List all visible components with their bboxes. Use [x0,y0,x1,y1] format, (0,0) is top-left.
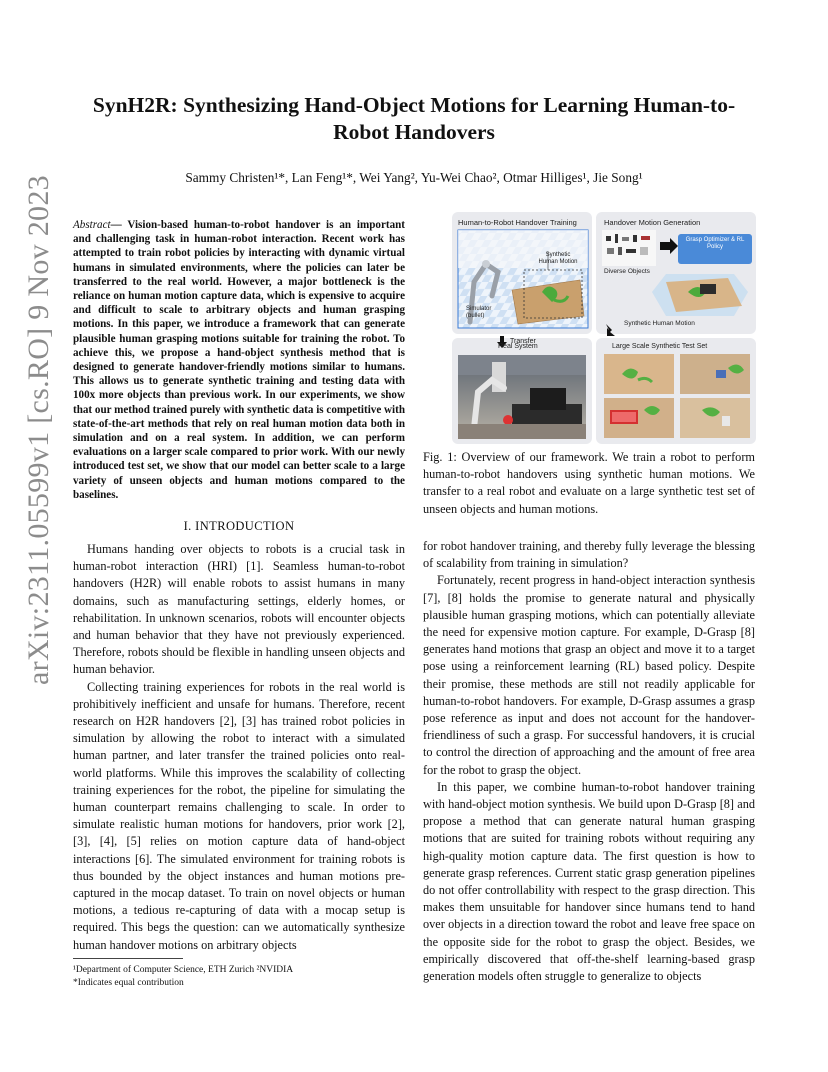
label-diverse-objects: Diverse Objects [604,268,650,275]
paragraph: Fortunately, recent progress in hand-object interaction synthesis [7], [8] holds the promise to generate natural and physically plausible human grasping motions, which can potentially alleviate the need for expensive motion capture. For example, D-Grasp [8] generates hand motions that grasp an object and move it to a target pose using a reinforcement learning (RL) based policy. Despite their promise, these methods are still not readily applicable for human-to-robot handovers. For example, D-Grasp assumes a grasp pose reference as input and does not account for the handover-friendliness of such a grasp. For successful handovers, it is crucial to control the direction of approaching and the amount of free area for the robot to grasp the object. [423,573,755,777]
footnotes [73,964,405,990]
paragraph: Humans handing over objects to robots is a crucial task in human-robot interaction (HRI) [1]. Seamless human-to-robot handovers (H2R) will enable robots to assist humans in many domains, such as manufacturing settings, elderly homes, or rehabilitation. In unknown scenarios, robots will encounter objects and human behavior that they have not previously experienced. Therefore, robots should be flexible in handling unseen objects and human behavior. [73,542,405,677]
figure-overview [452,212,756,444]
arxiv-identifier[interactable]: arXiv:2311.05599v1 [cs.RO] 9 Nov 2023 [22,175,55,685]
panel-label-generation: Handover Motion Generation [604,218,701,227]
footnote-rule [73,958,183,959]
footnote-affiliations: ¹Department of Computer Science, ETH Zurich ²NVIDIA [73,965,294,975]
section-heading: I. INTRODUCTION [183,519,295,533]
abstract [73,218,405,502]
abstract-lead: Abstract [73,219,111,231]
paragraph: In this paper, we combine human-to-robot handover training with hand-object motion synthesis. We build upon D-Grasp [8] and propose a method that can generate natural human grasping motions that are suited for training robots without requiring any high-quality motion capture data. The first question is how to generate grasp references. Current static grasp generation pipelines do not offer controllability with respect to the grasp direction. This makes them unsuitable for handover since humans tend to hand over objects in a direction toward the robot and leave free space on the opposite side for the robot to grasp the object. Besides, we empirically discovered that off-the-shelf learning-based grasp generation models often struggle to generalize to objects [423,779,755,984]
label-transfer: Transfer [510,338,536,345]
panel-label-training: Human-to-Robot Handover Training [458,218,577,227]
author-list: Sammy Christen¹*, Lan Feng¹*, Wei Yang², Yu-Wei Chao², Otmar Hilliges¹, Jie Song¹ [185,170,643,185]
grasp-optimizer-box: Grasp Optimizer & RL Policy [680,234,750,261]
paper-title: SynH2R: Synthesizing Hand-Object Motions for Learning Human-to-Robot Handovers [92,93,736,144]
paragraph: for robot handover training, and thereby fully leverage the blessing of scalability from training in simulation? [423,539,755,571]
label-real-system: Real System [498,343,538,350]
right-column-body [423,538,755,985]
left-column-body [73,541,405,954]
paragraph: Collecting training experiences for robots in the real world is prohibitively inefficient and unsafe for humans. Therefore, recent research on H2R handovers [2], [3] has trained robot policies in simulation by allowing the robot to interact with a simulated human partner, and later transfer the trained policies onto real-world platforms. While this improves the scalability of collecting training experiences for the robot, the pipeline for simulating the human counterpart remains challenging to scale. In order to simulate realistic human motions for handovers, prior work [2], [3], [4], [5] relies on motion capture data of hand-object interactions [6]. The simulated environment for training robots is thus bounded by the object instances and human motions pre-captured in the mocap dataset. To train on novel objects or human motions, a tedious re-capturing of data with a mocap setup is required. This begs the question: can we automatically synthesize human handover motions on arbitrary objects [73,679,405,952]
figure-caption: Fig. 1: Overview of our framework. We train a robot to perform human-to-robot handovers using synthetic human motions. We transfer to a real robot and evaluate on a large synthetic test set of unseen objects and human motions. [423,450,755,516]
abstract-text: — Vision-based human-to-robot handover is an important and challenging task in human-robot interaction. Recent work has attempted to train robot policies by interacting with dynamic virtual humans in simulated environments, where the policies can later be transferred to the real world. However, a major bottleneck is the reliance on human motion capture data, which is expensive to acquire and difficult to scale to arbitrary objects and human grasping motions. In this paper, we introduce a framework that can generate plausible human grasping motions suitable for training the robot. To achieve this, we propose a hand-object synthesis method that is designed to generate handover-friendly motions similar to humans. This allows us to generate synthetic training and testing data with 100x more objects than previous work. In our experiments, we show that our method trained purely with synthetic data is competitive with state-of-the-art methods that rely on real human motion data both in simulation and on a real system. In addition, we can perform evaluations on a larger scale compared to prior work. With our newly introduced test set, we show that our model can better scale to a large variety of unseen objects and human motions compared to the baselines. [73,219,405,501]
label-simulator: Simulator (bullet) [466,306,492,319]
label-synthetic-human-motion: Synthetic Human Motion [538,252,578,265]
footnote-equal-contribution: *Indicates equal contribution [73,978,184,988]
label-synthetic-human-motion-2: Synthetic Human Motion [624,320,695,327]
label-test-set: Large Scale Synthetic Test Set [612,343,708,350]
